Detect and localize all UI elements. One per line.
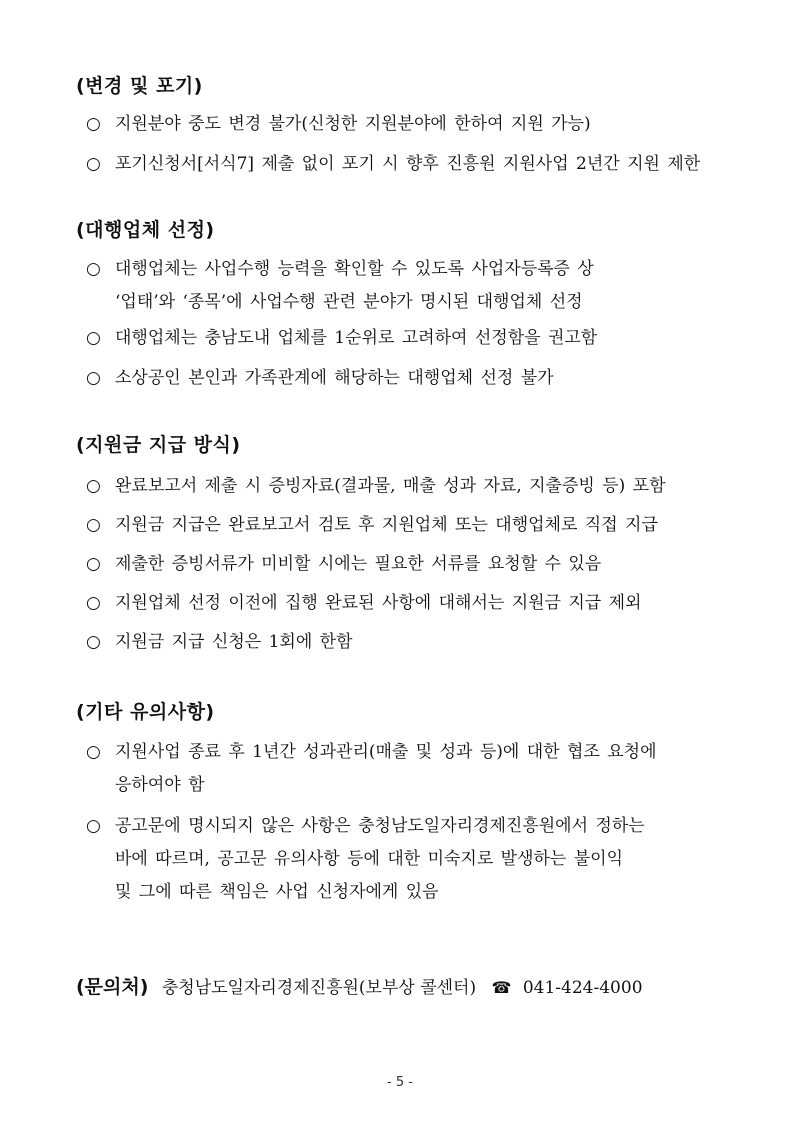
list-item — [86, 626, 726, 659]
item-line: 완료보고서 제출 시 증빙자료(결과물, 매출 성과 자료, 지출증빙 등) 포함 — [115, 476, 666, 496]
item-line: 대행업체는 사업수행 능력을 확인할 수 있도록 사업자등록증 상 — [115, 259, 594, 279]
list-item — [86, 322, 726, 355]
list-item — [86, 736, 726, 802]
item-line: 포기신청서[서식7] 제출 없이 포기 시 향후 진흥원 지원사업 2년간 지원 제한 — [115, 154, 701, 174]
list-item — [86, 587, 726, 620]
circle-bullet-icon: ○ — [86, 368, 101, 388]
list-item — [86, 470, 726, 503]
item-line: 지원금 지급은 완료보고서 검토 후 지원업체 또는 대행업체로 직접 지급 — [115, 515, 658, 535]
item-line: 지원사업 종료 후 1년간 성과관리(매출 및 성과 등)에 대한 협조 요청에 — [115, 742, 657, 762]
section-title: (변경 및 포기) — [76, 75, 203, 97]
item-line: 및 그에 따른 책임은 사업 신청자에게 있음 — [115, 882, 439, 902]
circle-bullet-icon: ○ — [86, 154, 101, 174]
circle-bullet-icon: ○ — [86, 114, 101, 134]
list-item — [86, 362, 726, 395]
item-line: 바에 따르며, 공고문 유의사항 등에 대한 미숙지로 발생하는 불이익 — [115, 849, 624, 869]
circle-bullet-icon: ○ — [86, 476, 101, 496]
circle-bullet-icon: ○ — [86, 632, 101, 652]
section-title: (대행업체 선정) — [76, 219, 215, 241]
circle-bullet-icon: ○ — [86, 328, 101, 348]
list-item — [86, 810, 726, 909]
list-item — [86, 108, 726, 141]
contact-organization: 충청남도일자리경제진흥원(보부상 콜센터) — [161, 978, 477, 998]
contact-line — [76, 974, 643, 1001]
item-line: 응하여야 함 — [115, 775, 205, 795]
circle-bullet-icon: ○ — [86, 816, 101, 836]
phone-icon: ☎ — [491, 978, 512, 997]
contact-phone-number: 041-424-4000 — [522, 978, 643, 998]
item-line: 지원금 지급 신청은 1회에 한함 — [115, 632, 353, 652]
item-line: 지원업체 선정 이전에 집행 완료된 사항에 대해서는 지원금 지급 제외 — [115, 593, 642, 613]
item-line: 제출한 증빙서류가 미비할 시에는 필요한 서류를 요청할 수 있음 — [115, 554, 602, 574]
section-title: (지원금 지급 방식) — [76, 434, 241, 456]
list-item — [86, 548, 726, 581]
circle-bullet-icon: ○ — [86, 259, 101, 279]
contact-label: (문의처) — [76, 976, 149, 998]
circle-bullet-icon: ○ — [86, 742, 101, 762]
section-title: (기타 유의사항) — [76, 701, 215, 723]
list-item — [86, 253, 726, 319]
item-line: 공고문에 명시되지 않은 사항은 충청남도일자리경제진흥원에서 정하는 — [115, 816, 645, 836]
page-number: - 5 - — [387, 1075, 413, 1090]
circle-bullet-icon: ○ — [86, 515, 101, 535]
item-line: 소상공인 본인과 가족관계에 해당하는 대행업체 선정 불가 — [115, 368, 554, 388]
item-line: 대행업체는 충남도내 업체를 1순위로 고려하여 선정함을 권고함 — [115, 328, 598, 348]
list-item — [86, 509, 726, 542]
circle-bullet-icon: ○ — [86, 593, 101, 613]
list-item — [86, 148, 726, 181]
item-line: 지원분야 중도 변경 불가(신청한 지원분야에 한하여 지원 가능) — [115, 114, 591, 134]
circle-bullet-icon: ○ — [86, 554, 101, 574]
item-line: ‘업태’와 ‘종목’에 사업수행 관련 분야가 명시된 대행업체 선정 — [115, 292, 583, 312]
